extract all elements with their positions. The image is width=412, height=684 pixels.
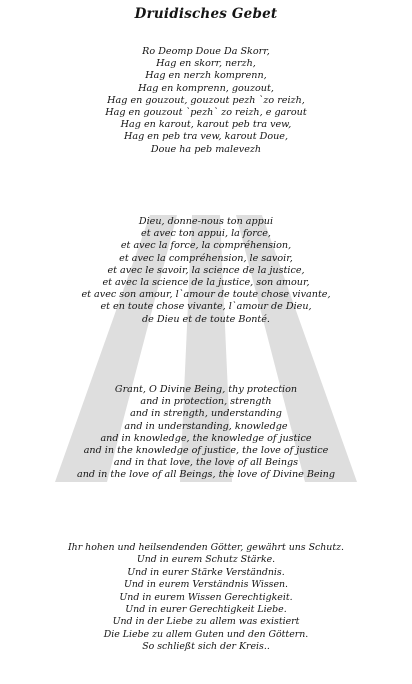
stanza-french: [0, 216, 412, 326]
stanza-line: et avec la science de la justice, son amour,: [102, 277, 310, 289]
stanza-line: and in the knowledge of justice, the love of justice: [83, 445, 329, 457]
stanza-line: et avec le savoir, la science de la justice,: [107, 264, 305, 276]
stanza-line: Und in eurer Gerechtigkeit Liebe.: [125, 604, 287, 616]
stanza-line: et avec son amour, l`amour de toute chose vivante,: [81, 289, 331, 301]
stanza-line: Hag en gouzout, gouzout pezh `zo reizh,: [107, 94, 305, 106]
stanza-line: and in the love of all Beings, the love of Divine Being: [77, 469, 335, 481]
stanza-line: Hag en karout, karout peb tra vew,: [120, 119, 292, 131]
stanza-line: and in understanding, knowledge: [124, 420, 288, 432]
stanza-line: Ro Deomp Doue Da Skorr,: [142, 46, 270, 57]
stanza-line: and in knowledge, the knowledge of justice: [100, 432, 312, 444]
stanza-line: Und in der Liebe zu allem was existiert: [112, 616, 300, 628]
stanza-line: Hag en komprenn, gouzout,: [138, 82, 274, 94]
stanza-english: [0, 384, 412, 482]
stanza-breton: [0, 46, 412, 156]
stanza-line: Die Liebe zu allem Guten und den Göttern.: [103, 628, 309, 640]
stanza-line: et avec la compréhension, le savoir,: [119, 252, 293, 264]
stanza-line: et avec ton appui, la force,: [141, 228, 271, 240]
stanza-line: de Dieu et de toute Bonté.: [142, 313, 270, 325]
stanza-line: et en toute chose vivante, l`amour de Dieu,: [100, 301, 312, 313]
page-title: Druidisches Gebet: [134, 6, 278, 22]
stanza-line: Grant, O Divine Being, thy protection: [114, 384, 298, 395]
stanza-line: and in that love, the love of all Beings: [113, 457, 299, 469]
stanza-line: Und in eurem Wissen Gerechtigkeit.: [119, 591, 293, 603]
stanza-line: Und in eurer Stärke Verständnis.: [127, 566, 285, 578]
stanza-line: Und in eurem Verständnis Wissen.: [123, 579, 289, 591]
stanza-line: Hag en nerzh komprenn,: [145, 70, 267, 82]
stanza-german: [0, 542, 412, 654]
stanza-line: Dieu, donne-nous ton appui: [138, 216, 274, 227]
stanza-line: et avec la force, la compréhension,: [120, 240, 292, 252]
stanza-line: Und in eurem Schutz Stärke.: [136, 554, 276, 566]
stanza-line: and in protection, strength: [140, 396, 272, 408]
stanza-line: Hag en skorr, nerzh,: [156, 58, 256, 70]
stanza-line: So schließt sich der Kreis..: [142, 641, 270, 653]
stanza-line: and in strength, understanding: [130, 408, 282, 420]
stanza-line: Hag en gouzout `pezh` zo reizh, e garout: [105, 107, 307, 119]
stanza-line: Ihr hohen und heilsendenden Götter, gewährt uns Schutz.: [67, 542, 345, 553]
stanza-line: Hag en peb tra vew, karout Doue,: [123, 131, 289, 143]
stanza-line: Doue ha peb malevezh: [150, 143, 262, 155]
